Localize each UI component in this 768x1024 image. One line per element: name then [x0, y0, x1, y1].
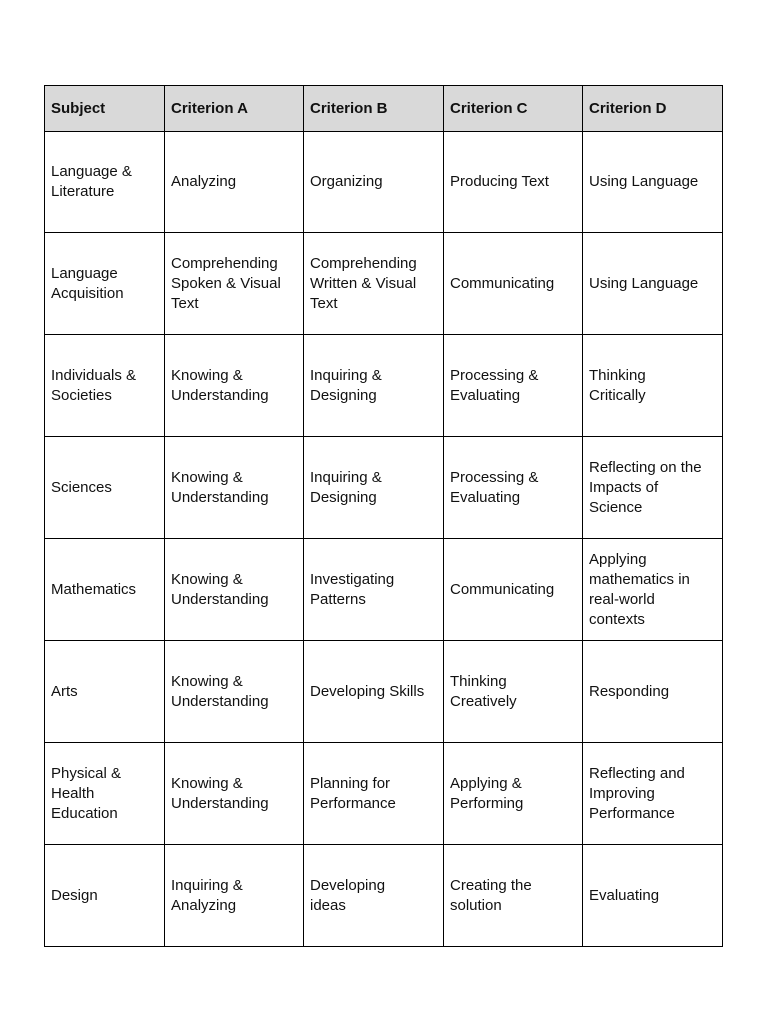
table-row: [45, 539, 723, 641]
cell-criterion-a: Knowing & Understanding: [165, 743, 304, 845]
cell-subject: Language Acquisition: [45, 233, 165, 335]
cell-criterion-d: Thinking Critically: [583, 335, 723, 437]
header-row: [45, 86, 723, 132]
cell-subject: Mathematics: [45, 539, 165, 641]
cell-criterion-a: Knowing & Understanding: [165, 641, 304, 743]
cell-criterion-a: Knowing & Understanding: [165, 539, 304, 641]
cell-criterion-d: Responding: [583, 641, 723, 743]
cell-criterion-c: Communicating: [444, 539, 583, 641]
cell-criterion-b: Inquiring & Designing: [304, 335, 444, 437]
table-body: [45, 132, 723, 947]
cell-criterion-b: Investigating Patterns: [304, 539, 444, 641]
table-row: [45, 132, 723, 233]
cell-criterion-c: Processing & Evaluating: [444, 437, 583, 539]
header-criterion-b: Criterion B: [304, 86, 444, 132]
cell-criterion-a: Comprehending Spoken & Visual Text: [165, 233, 304, 335]
table-row: [45, 743, 723, 845]
cell-criterion-d: Reflecting on the Impacts of Science: [583, 437, 723, 539]
header-criterion-d: Criterion D: [583, 86, 723, 132]
cell-criterion-d: Reflecting and Improving Performance: [583, 743, 723, 845]
cell-criterion-c: Thinking Creatively: [444, 641, 583, 743]
cell-subject: Design: [45, 845, 165, 947]
cell-criterion-a: Analyzing: [165, 132, 304, 233]
table-row: [45, 233, 723, 335]
table-row: [45, 845, 723, 947]
cell-criterion-b: Developing Skills: [304, 641, 444, 743]
cell-subject: Individuals & Societies: [45, 335, 165, 437]
cell-criterion-c: Applying & Performing: [444, 743, 583, 845]
cell-criterion-b: Planning for Performance: [304, 743, 444, 845]
cell-criterion-d: Evaluating: [583, 845, 723, 947]
cell-criterion-d: Using Language: [583, 132, 723, 233]
cell-subject: Sciences: [45, 437, 165, 539]
cell-criterion-a: Knowing & Understanding: [165, 335, 304, 437]
cell-criterion-b: Inquiring & Designing: [304, 437, 444, 539]
cell-subject: Physical & Health Education: [45, 743, 165, 845]
criteria-table: [44, 85, 723, 947]
header-subject: Subject: [45, 86, 165, 132]
cell-criterion-d: Applying mathematics in real-world contexts: [583, 539, 723, 641]
cell-criterion-c: Creating the solution: [444, 845, 583, 947]
cell-criterion-b: Developing ideas: [304, 845, 444, 947]
cell-criterion-a: Knowing & Understanding: [165, 437, 304, 539]
cell-criterion-b: Organizing: [304, 132, 444, 233]
cell-subject: Arts: [45, 641, 165, 743]
cell-criterion-c: Communicating: [444, 233, 583, 335]
header-criterion-c: Criterion C: [444, 86, 583, 132]
header-criterion-a: Criterion A: [165, 86, 304, 132]
cell-criterion-a: Inquiring & Analyzing: [165, 845, 304, 947]
cell-subject: Language & Literature: [45, 132, 165, 233]
table-row: [45, 437, 723, 539]
cell-criterion-d: Using Language: [583, 233, 723, 335]
cell-criterion-c: Producing Text: [444, 132, 583, 233]
table-row: [45, 641, 723, 743]
cell-criterion-b: Comprehending Written & Visual Text: [304, 233, 444, 335]
table-row: [45, 335, 723, 437]
table-header: [45, 86, 723, 132]
cell-criterion-c: Processing & Evaluating: [444, 335, 583, 437]
